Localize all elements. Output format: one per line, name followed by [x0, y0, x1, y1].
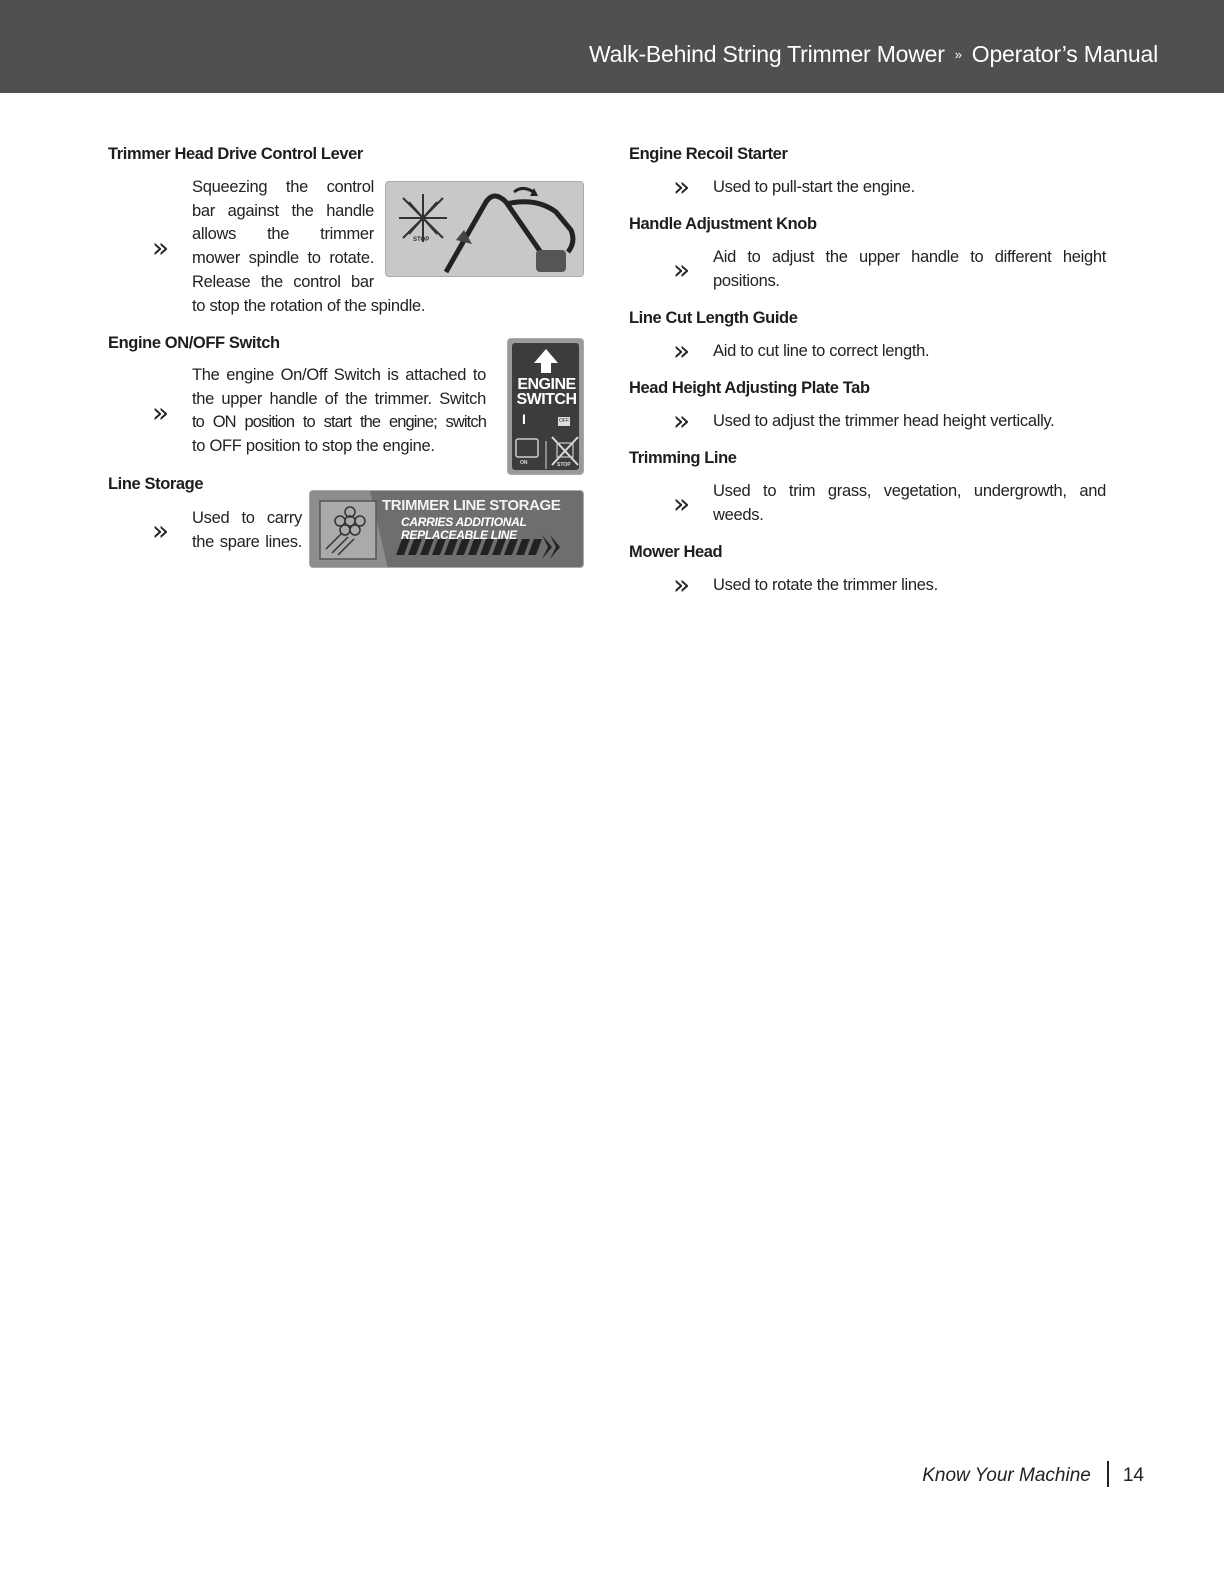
line-storage-image: [309, 490, 584, 568]
text-line: the spare lines.: [192, 532, 302, 551]
text-line: Used to trim grass, vegetation, undergrowth, and: [713, 482, 1106, 500]
cut-guide-text: Aid to cut line to correct length.: [713, 342, 930, 360]
switch-label: SWITCH: [516, 391, 577, 408]
line-storage-heading: Line Storage: [108, 475, 204, 493]
text-line: Used to carry: [192, 509, 302, 527]
stop-label: STOP: [413, 237, 430, 243]
line-storage-subtitle: [401, 516, 527, 542]
text-line: to OFF position to stop the engine.: [192, 437, 435, 456]
text-line: Release the control bar: [192, 272, 374, 291]
bullet-icon: »: [673, 404, 684, 437]
bullet-icon: »: [673, 253, 684, 286]
text-line: allows the trimmer: [192, 225, 374, 244]
page-number: 14: [1122, 1465, 1144, 1487]
page-header: [0, 0, 1224, 93]
control-lever-image: [385, 181, 584, 277]
bullet-icon: »: [152, 396, 163, 429]
footer-section: Know Your Machine: [922, 1465, 1091, 1487]
engine-switch-text: [192, 364, 486, 459]
subtitle-line: CARRIES ADDITIONAL: [401, 515, 527, 529]
trimming-line-text: [713, 480, 1106, 527]
footer-divider: [1107, 1461, 1109, 1487]
recoil-heading: Engine Recoil Starter: [629, 145, 788, 163]
text-line: Squeezing the control: [192, 178, 374, 196]
trimmer-head-heading: Trimmer Head Drive Control Lever: [108, 145, 363, 163]
engine-switch-label: [508, 377, 584, 407]
engine-label: ENGINE: [517, 376, 576, 393]
bullet-icon: »: [673, 170, 684, 203]
text-line: positions.: [713, 271, 780, 290]
bullet-icon: »: [152, 231, 163, 264]
bullet-icon: »: [152, 514, 163, 547]
text-line: mower spindle to rotate.: [192, 249, 374, 268]
line-storage-text: [192, 507, 302, 554]
bullet-icon: »: [673, 487, 684, 520]
mower-head-text: Used to rotate the trimmer lines.: [713, 576, 938, 594]
text-line: the upper handle of the trimmer. Switch: [192, 389, 486, 408]
header-separator: »: [954, 47, 962, 62]
on-label: ON: [520, 460, 528, 466]
page-footer: [922, 1463, 1144, 1489]
text-line: to ON position to start the engine; switch: [192, 413, 486, 432]
control-lever-illustration: [386, 182, 584, 277]
header-manual: Operator’s Manual: [971, 41, 1158, 67]
cut-guide-heading: Line Cut Length Guide: [629, 309, 798, 327]
engine-switch-image: [507, 338, 584, 475]
trimming-line-heading: Trimming Line: [629, 449, 737, 467]
trimmer-head-text: [192, 176, 374, 295]
text-line: bar against the handle: [192, 201, 374, 220]
mower-head-heading: Mower Head: [629, 543, 723, 561]
text-line: weeds.: [713, 505, 764, 524]
on-symbol: I: [522, 411, 526, 427]
recoil-text: Used to pull-start the engine.: [713, 178, 915, 196]
header-title: [589, 41, 1158, 68]
handle-knob-heading: Handle Adjustment Knob: [629, 215, 817, 233]
trimmer-head-text-tail: to stop the rotation of the spindle.: [192, 297, 426, 315]
bullet-icon: »: [673, 568, 684, 601]
plate-tab-heading: Head Height Adjusting Plate Tab: [629, 379, 870, 397]
text-line: Aid to adjust the upper handle to different height: [713, 248, 1106, 266]
off-label: OFF: [559, 418, 569, 424]
line-storage-title: TRIMMER LINE STORAGE: [382, 497, 561, 514]
text-line: The engine On/Off Switch is attached to: [192, 366, 486, 384]
handle-knob-text: [713, 246, 1106, 293]
engine-switch-heading: Engine ON/OFF Switch: [108, 334, 280, 352]
stop-label: STOP: [557, 462, 571, 468]
subtitle-line: REPLACEABLE LINE: [401, 528, 517, 542]
bullet-icon: »: [673, 334, 684, 367]
header-product: Walk-Behind String Trimmer Mower: [589, 41, 945, 67]
plate-tab-text: Used to adjust the trimmer head height vertically.: [713, 412, 1055, 430]
